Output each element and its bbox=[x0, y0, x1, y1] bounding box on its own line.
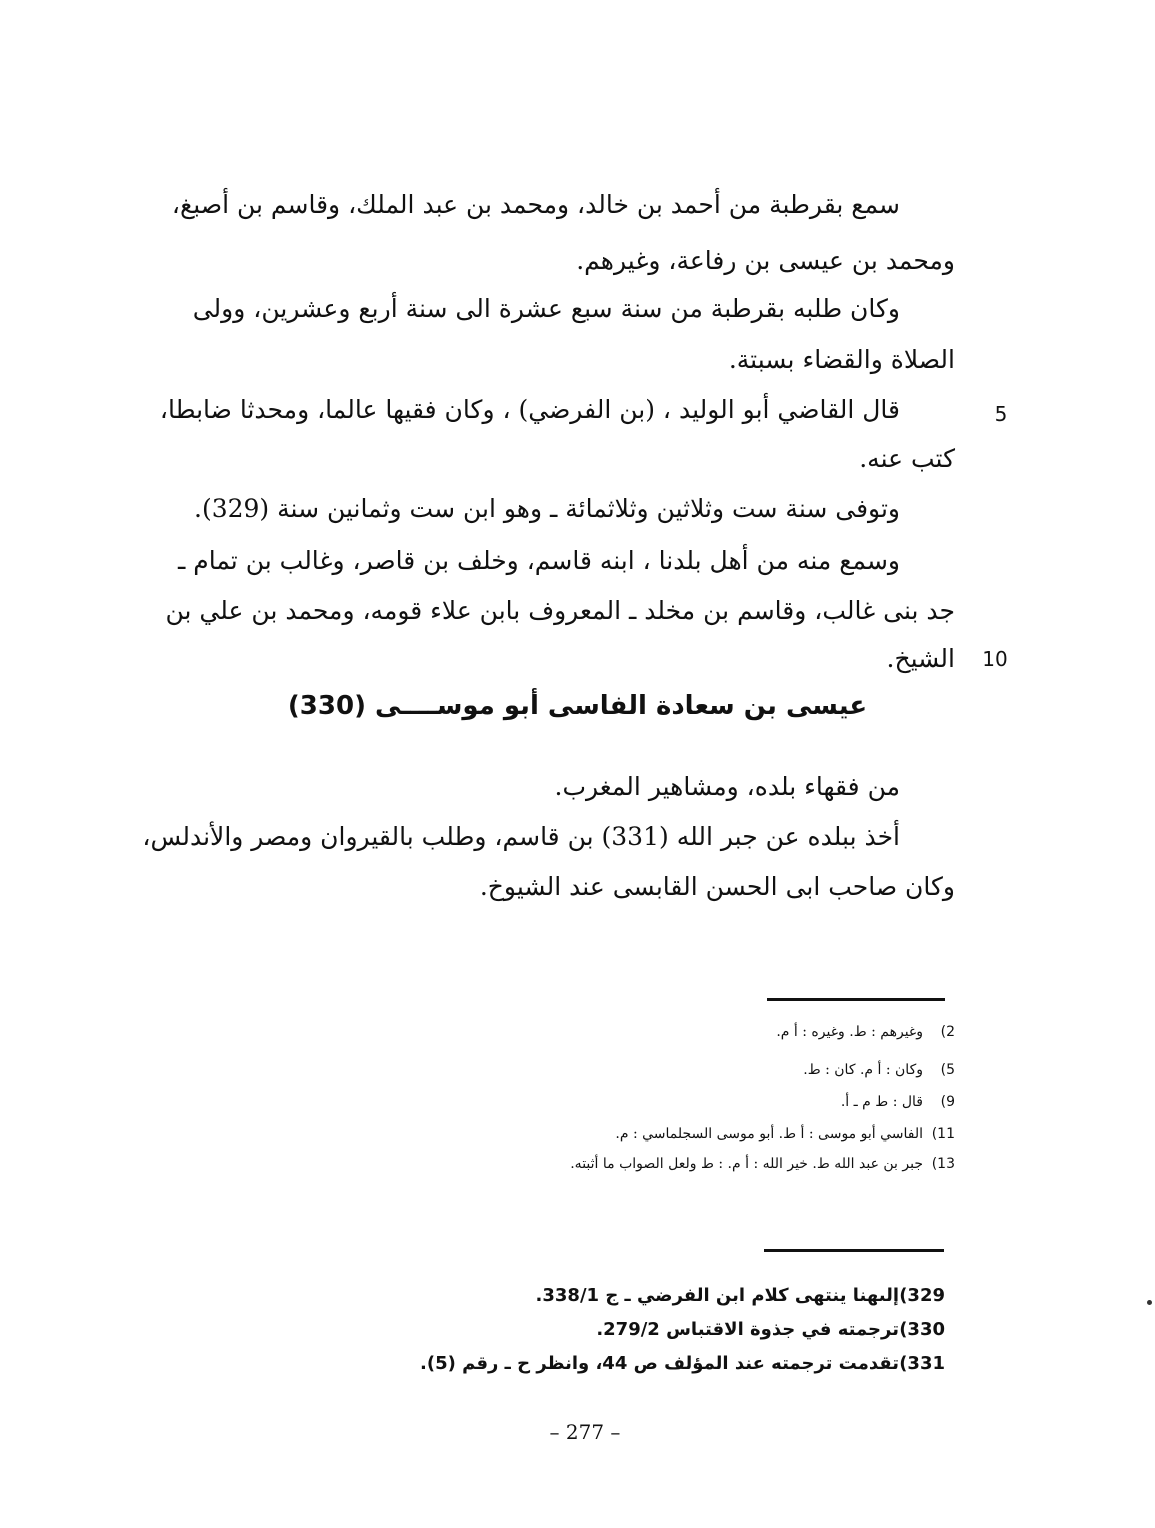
footnote bbox=[385, 1350, 945, 1378]
footnote bbox=[385, 1316, 945, 1344]
footnote bbox=[385, 1282, 945, 1310]
footnote-text: ترجمته في جذوة الاقتباس 279/2. bbox=[596, 1319, 899, 1340]
variant-number: 13) bbox=[931, 1156, 955, 1172]
variant-note bbox=[515, 1153, 955, 1175]
body-line-2: ومحمد بن عيسى بن رفاعة، وغيرهم. bbox=[576, 246, 955, 275]
body-line-13: وكان صاحب ابى الحسن القابسى عند الشيوخ. bbox=[479, 872, 955, 901]
footnote-text: تقدمت ترجمته عند المؤلف ص 44، وانظر ح ـ رقم (5). bbox=[420, 1353, 899, 1374]
body-line-5: قال القاضي أبو الوليد ، (بن الفرضي) ، وكان فقيها عالما، ومحدثا ضابطا، bbox=[159, 395, 900, 424]
scan-speck bbox=[1147, 1300, 1152, 1305]
body-line-7: وتوفى سنة ست وثلاثين وثلاثمائة ـ وهو ابن ست وثمانين سنة (329). bbox=[194, 494, 900, 523]
footnote-number: 330) bbox=[899, 1319, 945, 1340]
variant-note bbox=[515, 1123, 955, 1145]
variant-number: 11) bbox=[931, 1126, 955, 1142]
variant-number: 9) bbox=[940, 1094, 955, 1110]
variant-text: جبر بن عبد الله ط. خير الله : أ م. : ط ولعل الصواب ما أثبته. bbox=[570, 1156, 923, 1172]
section-heading: عيسى بن سعادة الفاسى أبو موســــى (330) bbox=[287, 691, 868, 721]
footnote-number: 331) bbox=[899, 1353, 945, 1374]
variant-note bbox=[515, 1021, 955, 1043]
body-line-4: الصلاة والقضاء بسبتة. bbox=[728, 345, 955, 374]
footnote-number: 329) bbox=[899, 1285, 945, 1306]
variant-text: الفاسي أبو موسى : أ ط. أبو موسى السجلماسي : م. bbox=[615, 1126, 923, 1142]
body-line-6: كتب عنه. bbox=[859, 444, 955, 473]
variant-number: 2) bbox=[940, 1024, 955, 1040]
body-line-8: وسمع منه من أهل بلدنا ، ابنه قاسم، وخلف بن قاصر، وغالب بن تمام ـ bbox=[177, 546, 900, 575]
body-line-12: أخذ ببلده عن جبر الله (331) بن قاسم، وطلب بالقيروان ومصر والأندلس، bbox=[142, 822, 900, 851]
body-line-11: من فقهاء بلده، ومشاهير المغرب. bbox=[554, 772, 900, 801]
variant-note bbox=[515, 1091, 955, 1113]
page-number: – 277 – bbox=[549, 1420, 621, 1444]
body-line-10: الشيخ. bbox=[886, 644, 955, 673]
body-line-9: جد بنى غالب، وقاسم بن مخلد ـ المعروف بابن علاء قومه، ومحمد بن علي بن bbox=[165, 596, 955, 625]
variant-text: وكان : أ م. كان : ط. bbox=[803, 1062, 923, 1078]
line-number-10: 10 bbox=[982, 647, 1008, 671]
body-line-3: وكان طلبه بقرطبة من سنة سبع عشرة الى سنة أربع وعشرين، وولى bbox=[192, 294, 900, 323]
variant-note bbox=[515, 1059, 955, 1081]
footnote-text: إلىهنا ينتهى كلام ابن الفرضي ـ ج 338/1. bbox=[535, 1285, 899, 1306]
variant-text: قال : ط م ـ أ. bbox=[840, 1094, 923, 1110]
body-line-1: سمع بقرطبة من أحمد بن خالد، ومحمد بن عبد الملك، وقاسم بن أصبغ، bbox=[171, 190, 900, 219]
variant-number: 5) bbox=[940, 1062, 955, 1078]
footnotes-separator bbox=[764, 1249, 944, 1252]
variants-separator bbox=[767, 998, 945, 1001]
line-number-5: 5 bbox=[994, 402, 1008, 426]
variant-text: وغيرهم : ط. وغيره : أ م. bbox=[776, 1024, 923, 1040]
